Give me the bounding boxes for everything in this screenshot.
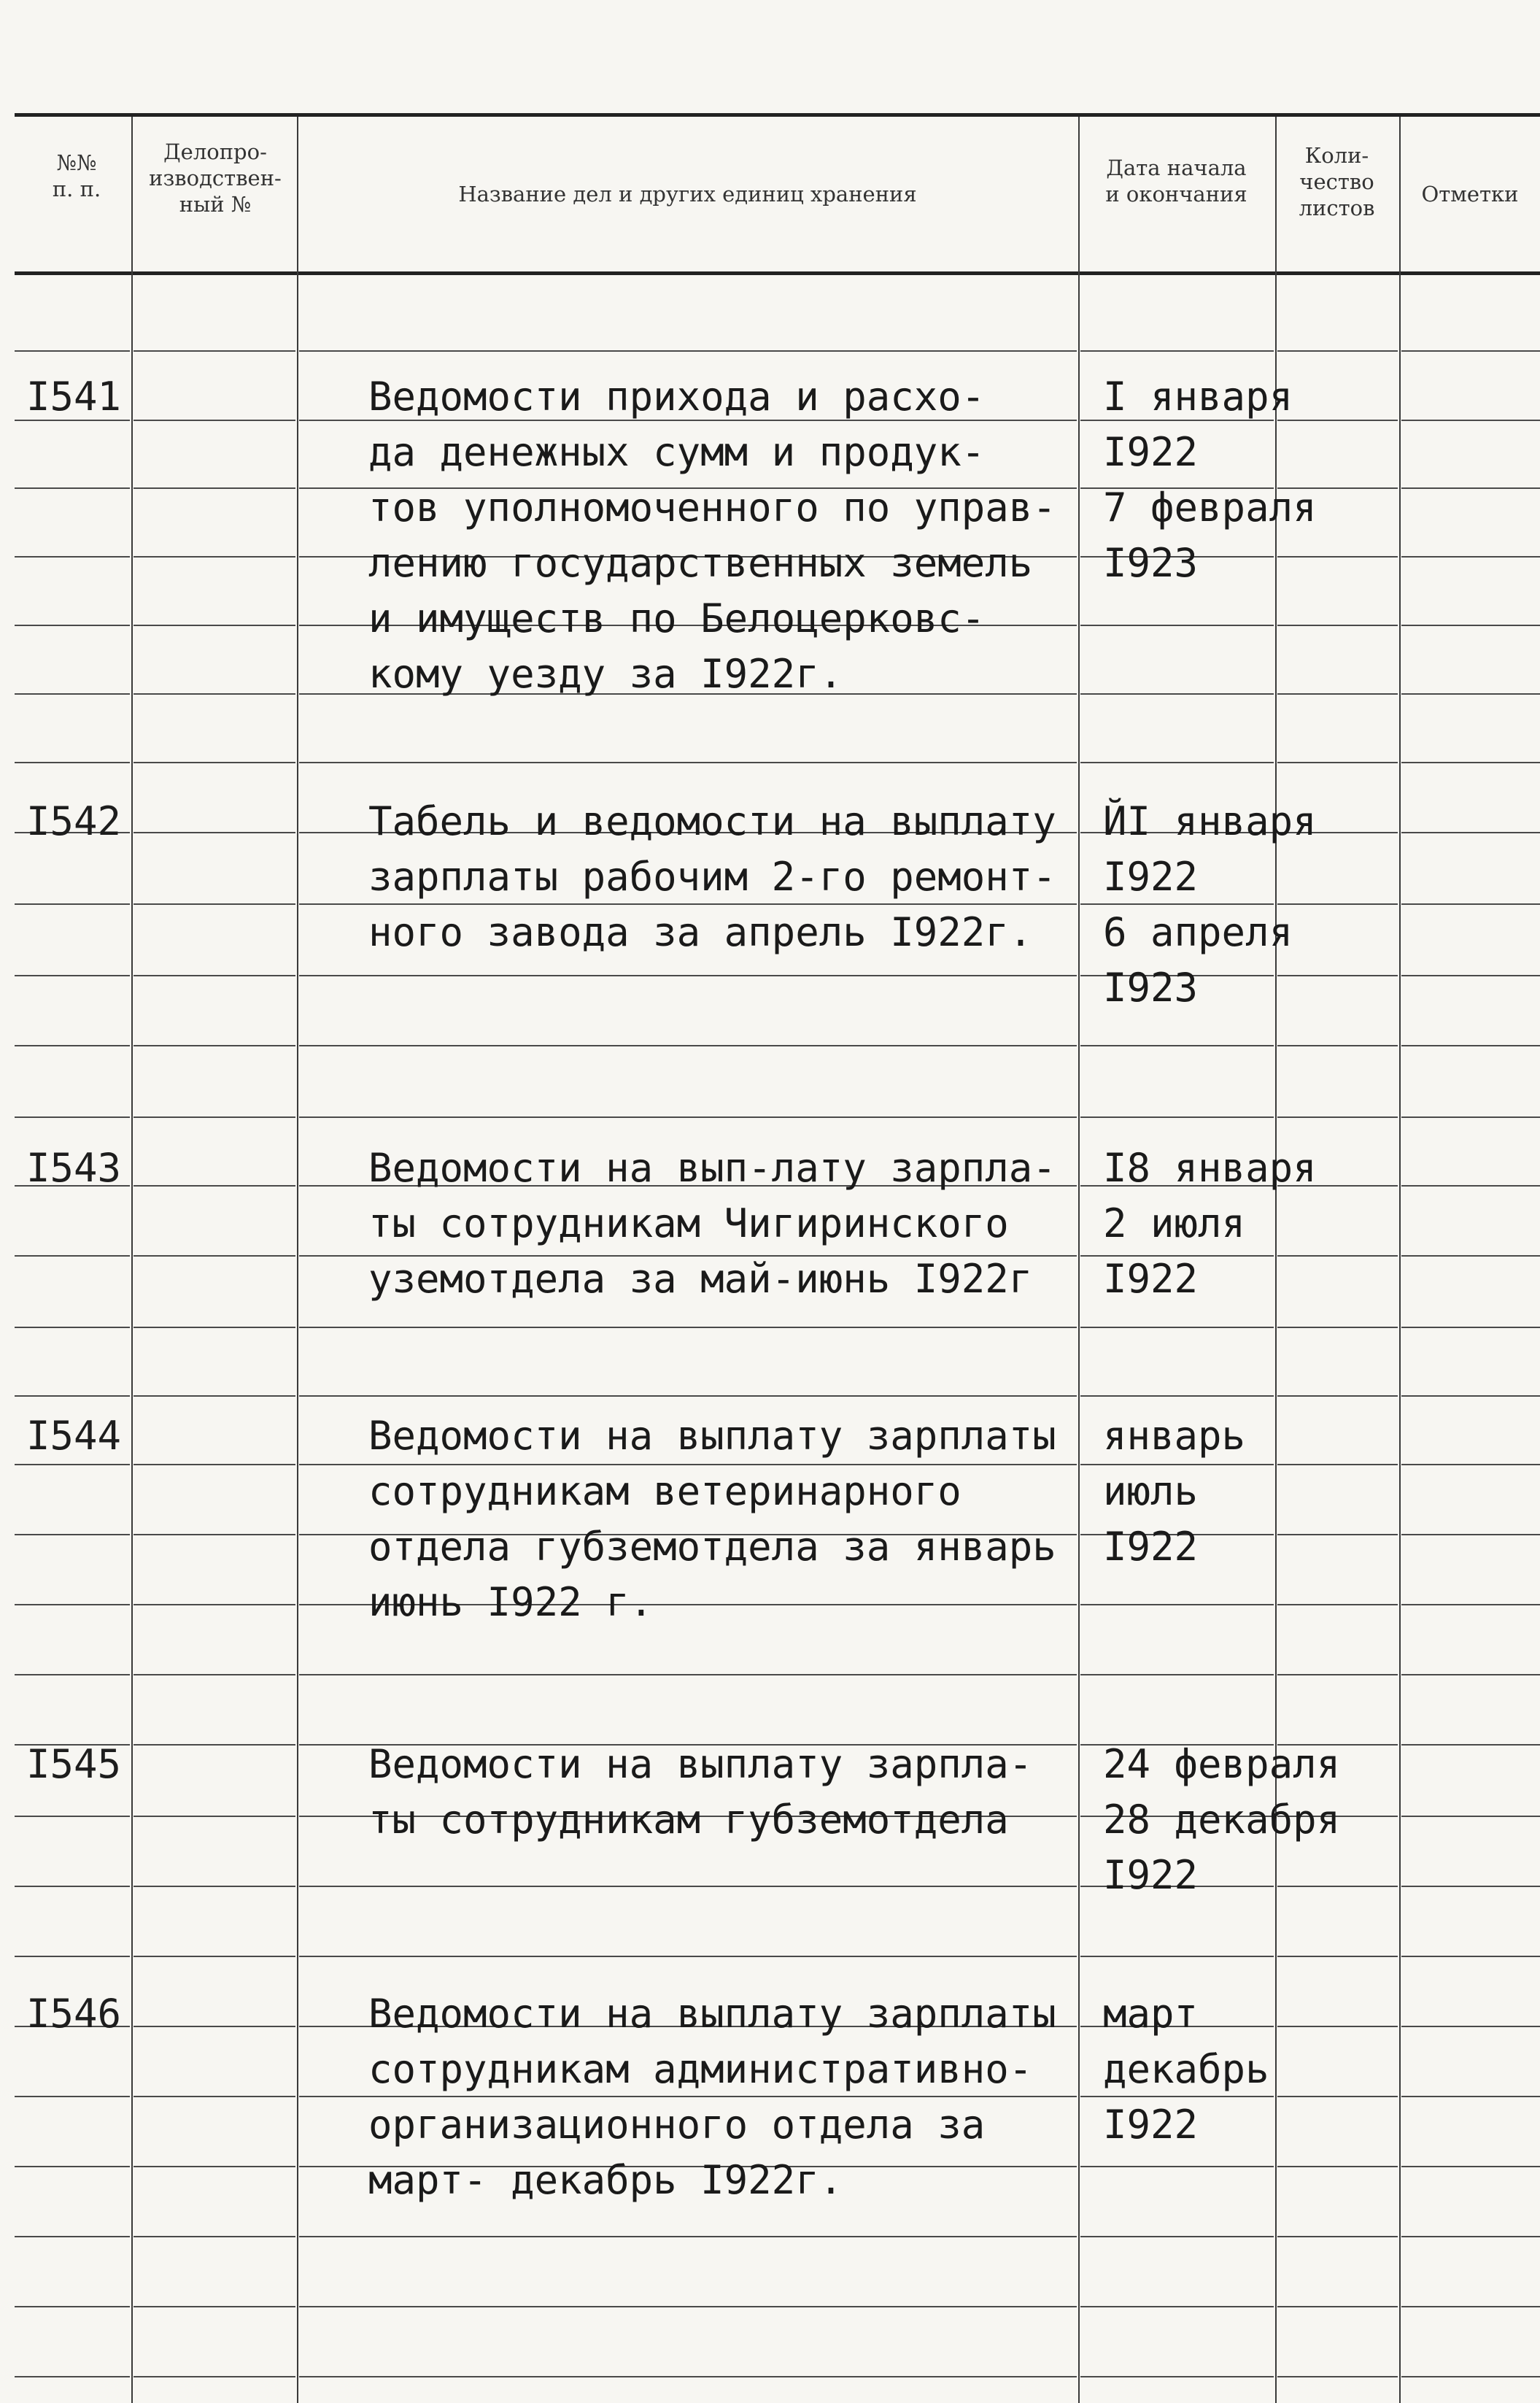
ruling-line <box>1277 903 1398 905</box>
ruling-line <box>1277 1534 1398 1535</box>
ruling-line <box>134 2236 295 2237</box>
row-date-line: I922 <box>1103 2102 1199 2148</box>
ruling-line <box>1080 1604 1274 1605</box>
ruling-line <box>1277 1395 1398 1397</box>
ruling-line <box>299 1395 1077 1397</box>
ruling-line <box>1080 625 1274 626</box>
row-date-line: декабрь <box>1103 2046 1269 2092</box>
ruling-line <box>134 2376 295 2377</box>
ruling-line <box>134 1604 295 1605</box>
column-divider <box>1275 117 1277 2403</box>
ruling-line <box>299 2376 1077 2377</box>
ruling-line <box>1401 762 1540 763</box>
row-title-line: сотрудникам ветеринарного <box>368 1468 961 1514</box>
ruling-line <box>1401 1395 1540 1397</box>
ruling-line <box>134 2026 295 2027</box>
ruling-line <box>1277 420 1398 421</box>
row-date-line: 24 февраля <box>1103 1741 1341 1787</box>
ruling-line <box>1080 2166 1274 2167</box>
ruling-line <box>15 1116 130 1118</box>
ruling-line <box>1080 1674 1274 1675</box>
ruling-line <box>1401 420 1540 421</box>
header-title: Название дел и других единиц хранения <box>458 182 917 207</box>
ruling-line <box>134 2096 295 2097</box>
header-num: №№ п. п. <box>52 150 101 201</box>
ruling-line <box>1277 1255 1398 1257</box>
ruling-line <box>134 1674 295 1675</box>
ruling-line <box>134 1045 295 1046</box>
ruling-line <box>299 762 1077 763</box>
ruling-line <box>134 1956 295 1957</box>
ruling-line <box>134 1464 295 1465</box>
ruling-line <box>134 2306 295 2307</box>
ruling-line <box>1080 2306 1274 2307</box>
ruling-line <box>1080 350 1274 352</box>
ruling-line <box>15 2166 130 2167</box>
ruling-line <box>299 1674 1077 1675</box>
row-title-line: ты сотрудникам Чигиринского <box>368 1200 1009 1246</box>
row-date-line: март <box>1103 1991 1199 2037</box>
ruling-line <box>1277 1045 1398 1046</box>
ruling-line <box>1401 2096 1540 2097</box>
ruling-line <box>15 2376 130 2377</box>
row-title-line: Ведомости на выплату зарплаты <box>368 1991 1056 2037</box>
ruling-line <box>1401 1327 1540 1328</box>
row-date-line: 6 апреля <box>1103 909 1293 955</box>
ruling-line <box>1401 1956 1540 1957</box>
ruling-line <box>1401 2026 1540 2027</box>
ruling-line <box>15 1464 130 1465</box>
ruling-line <box>15 1534 130 1535</box>
row-number: I546 <box>26 1991 122 2037</box>
ruling-line <box>1277 2166 1398 2167</box>
ruling-line <box>1401 1464 1540 1465</box>
ruling-line <box>1401 2166 1540 2167</box>
ruling-line <box>15 1045 130 1046</box>
ruling-line <box>1080 1327 1274 1328</box>
ruling-line <box>1277 1604 1398 1605</box>
ruling-line <box>134 1327 295 1328</box>
row-title-line: март- декабрь I922г. <box>368 2157 843 2203</box>
ruling-line <box>1401 1534 1540 1535</box>
ruling-line <box>134 903 295 905</box>
ruling-line <box>1080 2236 1274 2237</box>
ruling-line <box>134 832 295 833</box>
row-date-line: I923 <box>1103 965 1199 1011</box>
ruling-line <box>1277 1327 1398 1328</box>
ruling-line <box>1277 1116 1398 1118</box>
ruling-line <box>134 1744 295 1746</box>
ruling-line <box>1401 2306 1540 2307</box>
ruling-line <box>1401 693 1540 695</box>
header-notes: Отметки <box>1421 182 1519 207</box>
ruling-line <box>134 1395 295 1397</box>
ruling-line <box>1080 1395 1274 1397</box>
ruling-line <box>134 1255 295 1257</box>
row-title-line: да денежных сумм и продук- <box>368 429 986 475</box>
ruling-line <box>1401 350 1540 352</box>
row-date-line: I922 <box>1103 1524 1199 1570</box>
table-top-rule <box>15 113 1540 117</box>
row-title-line: Ведомости прихода и расхо- <box>368 374 986 420</box>
ruling-line <box>1401 556 1540 558</box>
row-date-line: I923 <box>1103 540 1199 586</box>
row-date-line: I января <box>1103 374 1293 420</box>
ruling-line <box>1401 903 1540 905</box>
row-title-line: отдела губземотдела за январь <box>368 1524 1056 1570</box>
row-date-line: 28 декабря <box>1103 1797 1341 1843</box>
ruling-line <box>15 2096 130 2097</box>
ruling-line <box>134 975 295 976</box>
ruling-line <box>15 625 130 626</box>
row-title-line: Ведомости на выплату зарплаты <box>368 1413 1056 1459</box>
ruling-line <box>15 975 130 976</box>
ruling-line <box>1277 762 1398 763</box>
row-title-line: уземотдела за май-июнь I922г <box>368 1256 1033 1302</box>
ruling-line <box>15 693 130 695</box>
ruling-line <box>134 625 295 626</box>
row-date-line: I8 января <box>1103 1145 1317 1191</box>
row-title-line: Табель и ведомости на выплату <box>368 798 1056 844</box>
row-title-line: июнь I922 г. <box>368 1579 654 1625</box>
ruling-line <box>1277 2376 1398 2377</box>
ruling-line <box>134 350 295 352</box>
ruling-line <box>134 762 295 763</box>
ruling-line <box>15 903 130 905</box>
row-title-line: и имуществ по Белоцерковс- <box>368 595 986 641</box>
ruling-line <box>299 2236 1077 2237</box>
row-date-line: 2 июля <box>1103 1200 1246 1246</box>
row-title-line: Ведомости на вып-лату зарпла- <box>368 1145 1056 1191</box>
ruling-line <box>1401 625 1540 626</box>
ruling-line <box>1401 1255 1540 1257</box>
row-date-line: июль <box>1103 1468 1199 1514</box>
ruling-line <box>15 1604 130 1605</box>
column-divider <box>297 117 298 2403</box>
row-number: I542 <box>26 798 122 844</box>
ruling-line <box>1080 1045 1274 1046</box>
ruling-line <box>1277 1674 1398 1675</box>
ruling-line <box>1277 2026 1398 2027</box>
ruling-line <box>134 1116 295 1118</box>
row-title-line: ного завода за апрель I922г. <box>368 909 1033 955</box>
ruling-line <box>299 1116 1077 1118</box>
row-date-line: I922 <box>1103 854 1199 900</box>
ruling-line <box>15 1956 130 1957</box>
ruling-line <box>1401 1116 1540 1118</box>
ruling-line <box>1277 556 1398 558</box>
ruling-line <box>299 2306 1077 2307</box>
row-title-line: зарплаты рабочим 2-го ремонт- <box>368 854 1056 900</box>
ruling-line <box>134 1816 295 1817</box>
ruling-line <box>15 762 130 763</box>
ruling-line <box>299 1327 1077 1328</box>
ruling-line <box>299 1956 1077 1957</box>
ruling-line <box>1277 2306 1398 2307</box>
ruling-line <box>1080 1956 1274 1957</box>
ruling-line <box>1277 2236 1398 2237</box>
row-number: I544 <box>26 1413 122 1459</box>
ruling-line <box>1277 2096 1398 2097</box>
ruling-line <box>1401 2236 1540 2237</box>
row-title-line: лению государственных земель <box>368 540 1033 586</box>
row-date-line: 7 февраля <box>1103 485 1317 531</box>
row-title-line: организационного отдела за <box>368 2102 986 2148</box>
ruling-line <box>1401 1604 1540 1605</box>
ruling-line <box>134 1534 295 1535</box>
ruling-line <box>15 1674 130 1675</box>
ruling-line <box>1277 350 1398 352</box>
row-title-line: ты сотрудникам губземотдела <box>368 1797 1009 1843</box>
ruling-line <box>134 556 295 558</box>
ruling-line <box>15 556 130 558</box>
ruling-line <box>134 1886 295 1887</box>
ruling-line <box>134 2166 295 2167</box>
ruling-line <box>15 2306 130 2307</box>
ruling-line <box>134 693 295 695</box>
row-number: I545 <box>26 1741 122 1787</box>
ruling-line <box>15 1327 130 1328</box>
ruling-line <box>15 1816 130 1817</box>
ruling-line <box>1401 832 1540 833</box>
ruling-line <box>1401 1674 1540 1675</box>
ruling-line <box>1401 1185 1540 1187</box>
row-date-line: I922 <box>1103 429 1199 475</box>
row-date-line: январь <box>1103 1413 1246 1459</box>
row-date-line: ЙI января <box>1103 798 1317 844</box>
ruling-line <box>299 1886 1077 1887</box>
ruling-line <box>299 975 1077 976</box>
ruling-line <box>1401 1886 1540 1887</box>
header-sheets: Коли- чество листов <box>1299 143 1375 220</box>
ruling-line <box>134 420 295 421</box>
ruling-line <box>1277 1886 1398 1887</box>
ruling-line <box>1277 975 1398 976</box>
ruling-line <box>15 1255 130 1257</box>
ruling-line <box>1080 1116 1274 1118</box>
ruling-line <box>1401 2376 1540 2377</box>
ruling-line <box>134 487 295 489</box>
ruling-line <box>1277 1464 1398 1465</box>
column-divider <box>1399 117 1401 2403</box>
row-number: I543 <box>26 1145 122 1191</box>
ruling-line <box>15 1886 130 1887</box>
ruling-line <box>1401 1744 1540 1746</box>
ruling-line <box>15 1395 130 1397</box>
row-title-line: тов уполномоченного по управ- <box>368 485 1056 531</box>
row-title-line: сотрудникам административно- <box>368 2046 1033 2092</box>
ruling-line <box>15 2236 130 2237</box>
column-divider <box>131 117 133 2403</box>
header-office-no: Делопро- изводствен- ный № <box>149 139 282 217</box>
ruling-line <box>1080 762 1274 763</box>
ruling-line <box>1401 975 1540 976</box>
ruling-line <box>1401 487 1540 489</box>
ruling-line <box>1277 625 1398 626</box>
ruling-line <box>15 350 130 352</box>
row-title-line: Ведомости на выплату зарпла- <box>368 1741 1033 1787</box>
header-dates: Дата начала и окончания <box>1105 155 1247 207</box>
ruling-line <box>15 487 130 489</box>
ruling-line <box>299 1045 1077 1046</box>
row-date-line: I922 <box>1103 1256 1199 1302</box>
ruling-line <box>1401 1045 1540 1046</box>
ruling-line <box>1277 693 1398 695</box>
ruling-line <box>1080 693 1274 695</box>
ruling-line <box>134 1185 295 1187</box>
ruling-line <box>1277 1956 1398 1957</box>
row-title-line: кому уезду за I922г. <box>368 651 843 697</box>
ruling-line <box>1080 2376 1274 2377</box>
ruling-line <box>299 350 1077 352</box>
header-bottom-rule <box>15 271 1540 275</box>
ruling-line <box>1401 1816 1540 1817</box>
column-divider <box>1078 117 1080 2403</box>
row-number: I541 <box>26 374 122 420</box>
row-date-line: I922 <box>1103 1852 1199 1898</box>
